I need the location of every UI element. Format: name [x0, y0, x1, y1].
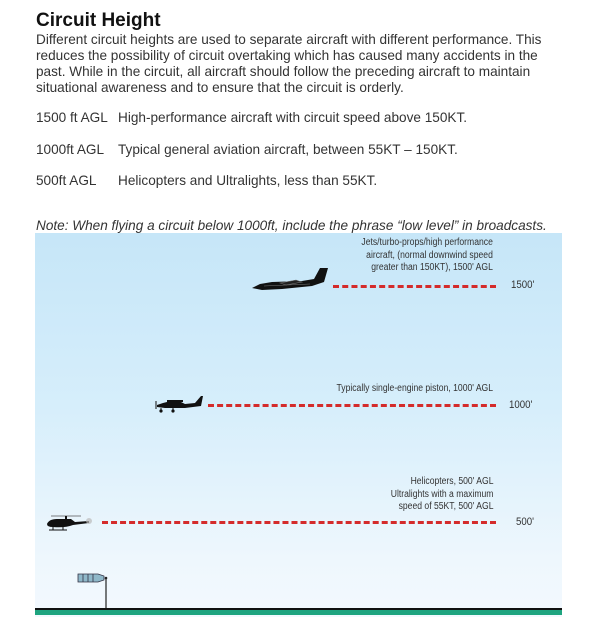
label-line: Jets/turbo-props/high performance: [361, 237, 493, 248]
height-altitude: 1500 ft AGL: [36, 110, 108, 125]
level-1500-label: [362, 237, 493, 275]
level-1000-altitude: 1000': [509, 399, 533, 411]
label-line: aircraft, (normal downwind speed: [366, 249, 493, 261]
level-500-altitude: 500': [516, 516, 534, 528]
height-row-1000: [36, 142, 458, 157]
height-row-1500: [36, 110, 467, 125]
jet-aircraft-icon: [252, 266, 330, 292]
windsock-icon: [76, 573, 110, 610]
level-500-dashed-line: [102, 521, 496, 524]
height-description: Typical general aviation aircraft, between 55KT – 150KT.: [118, 142, 458, 157]
label-line: speed of 55KT, 500' AGL: [398, 501, 493, 512]
label-line: Helicopters, 500' AGL: [410, 476, 493, 487]
label-line: Typically single-engine piston, 1000' AGL: [336, 383, 493, 394]
height-row-500: [36, 173, 377, 188]
low-level-note: Note: When flying a circuit below 1000ft, include the phrase “low level” in broadcasts.: [36, 218, 547, 233]
level-500-label: [390, 476, 493, 514]
height-altitude: 1000ft AGL: [36, 142, 105, 157]
label-line: greater than 150KT), 1500' AGL: [371, 262, 493, 273]
height-description: High-performance aircraft with circuit speed above 150KT.: [118, 110, 468, 125]
level-1500-dashed-line: [333, 285, 496, 288]
helicopter-icon: [45, 514, 93, 532]
label-line: Ultralights with a maximum: [390, 488, 493, 500]
level-1000-label: [336, 383, 493, 396]
height-description: Helicopters and Ultralights, less than 55KT.: [118, 173, 378, 188]
height-altitude: 500ft AGL: [36, 173, 97, 188]
page-title: Circuit Height: [36, 10, 161, 31]
ground-line: [35, 608, 562, 615]
level-1000-dashed-line: [208, 404, 496, 407]
level-1500-altitude: 1500': [511, 279, 535, 291]
intro-paragraph: Different circuit heights are used to separate aircraft with different performance. This reduces the possibility of circuit overtaking which has caused many accidents in the past. While in the circuit, all aircraft should follow the preceding aircraft to maintain situational awareness and to ensure that the circuit is orderly.: [36, 32, 542, 95]
single-engine-plane-icon: [155, 396, 203, 414]
